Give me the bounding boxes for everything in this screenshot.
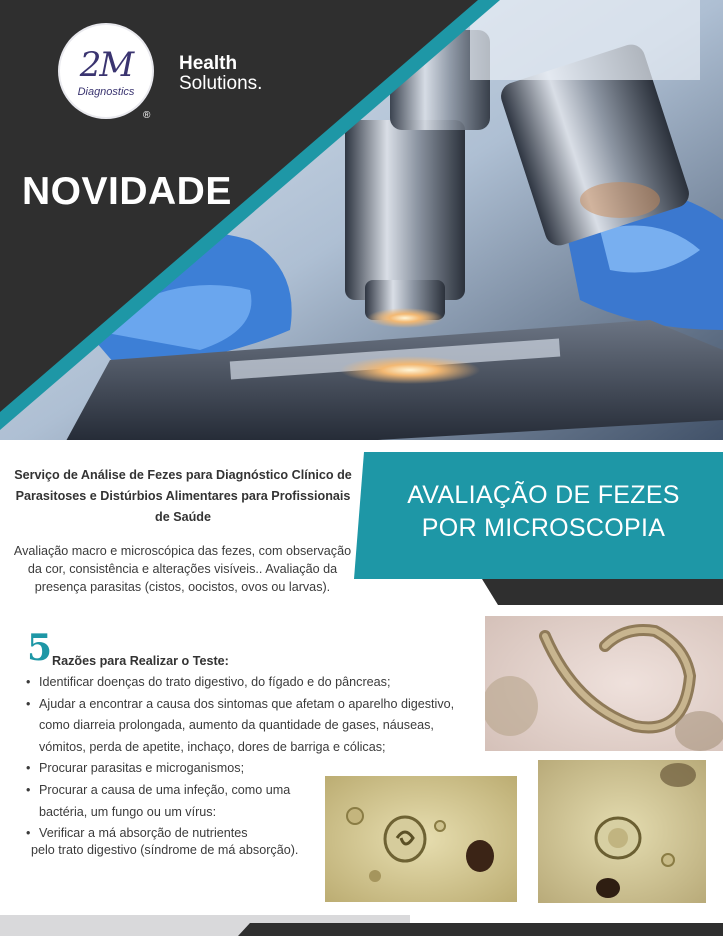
brand-logo bbox=[60, 25, 152, 117]
reason-text: Ajudar a encontrar a causa dos sintomas que afetam o aparelho digestivo, bbox=[39, 696, 455, 711]
list-item bbox=[24, 672, 474, 694]
larva-micrograph bbox=[485, 616, 723, 751]
banner-title bbox=[364, 479, 723, 545]
logo-subtitle: Diagnostics bbox=[77, 86, 135, 98]
bullet-icon: • bbox=[26, 826, 31, 841]
banner-line-1: AVALIAÇÃO DE FEZES bbox=[407, 481, 680, 509]
service-description: Avaliação macro e microscópica das fezes, com observação da cor, consistência e alterações visíveis.. Avaliação da presença parasitas (cistos, oocistos, ovos ou larvas). bbox=[13, 544, 352, 594]
bullet-icon: • bbox=[26, 761, 31, 776]
reasons-tail: pelo trato digestivo (síndrome de má absorção). bbox=[31, 843, 299, 857]
list-item bbox=[24, 694, 474, 716]
reasons-title: Razões para Realizar o Teste: bbox=[52, 654, 229, 668]
reason-text: como diarreia prolongada, aumento da quantidade de gases, náuseas, bbox=[39, 718, 434, 733]
egg-micrograph-left bbox=[325, 776, 517, 902]
bullet-icon: • bbox=[26, 696, 31, 711]
service-title: Serviço de Análise de Fezes para Diagnóstico Clínico de Parasitoses e Distúrbios Alimentares para Profissionais de Saúde bbox=[14, 468, 352, 524]
hero-banner bbox=[0, 0, 723, 452]
novidade-heading: NOVIDADE bbox=[22, 170, 232, 213]
dark-accent-band bbox=[498, 579, 723, 605]
brand-tagline bbox=[179, 54, 262, 94]
reason-text: Procurar a causa de uma infeção, como uma bbox=[39, 782, 291, 797]
egg-micrograph-right bbox=[538, 760, 706, 903]
reason-text: bactéria, um fungo ou um vírus: bbox=[39, 804, 217, 819]
logo-mark: 2M bbox=[79, 45, 133, 85]
bullet-icon: • bbox=[26, 675, 31, 689]
reason-text: Procurar parasitas e microganismos; bbox=[39, 761, 245, 776]
reason-text: Identificar doenças do trato digestivo, do fígado e do pâncreas; bbox=[39, 675, 391, 689]
reasons-number: 5 bbox=[27, 627, 53, 669]
registered-mark: ® bbox=[143, 110, 151, 121]
title-banner bbox=[364, 452, 723, 579]
reason-text: Verificar a má absorção de nutrientes bbox=[39, 826, 248, 841]
banner-line-2: POR MICROSCOPIA bbox=[421, 514, 666, 542]
list-item-continuation bbox=[24, 715, 474, 737]
reason-text: vómitos, perda de apetite, inchaço, dores de barriga e cólicas; bbox=[39, 739, 386, 754]
tagline-solutions: Solutions. bbox=[179, 73, 263, 94]
tagline-health: Health bbox=[179, 53, 238, 74]
list-item-continuation bbox=[24, 737, 474, 759]
footer-band-dark bbox=[250, 923, 723, 936]
bullet-icon: • bbox=[26, 782, 31, 797]
